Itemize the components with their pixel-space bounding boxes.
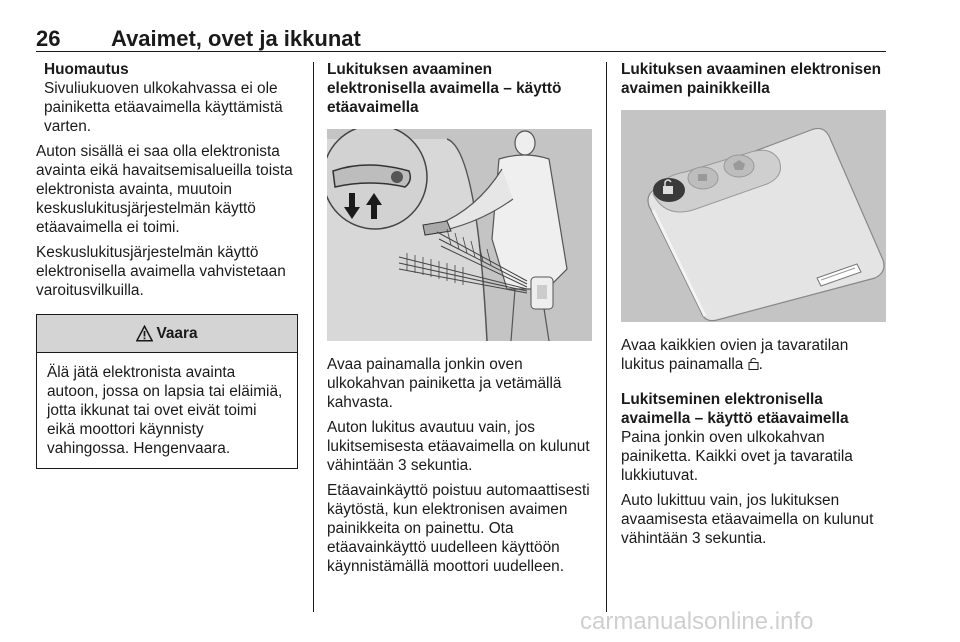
section-heading: Lukituksen avaaminen elektronisen avaimen painikkeilla	[621, 61, 882, 97]
warning-title: Vaara	[156, 325, 198, 342]
column-3	[621, 60, 889, 554]
electronic-key-illustration	[621, 110, 886, 322]
column-2	[327, 60, 592, 582]
paragraph: Etäavainkäyttö poistuu automaattisesti käytöstä, kun elektronisen avaimen painikkeita on painettu. Ota etäavainkäyttö uudelleen käyttöön käynnistämällä moottori uudelleen.	[327, 482, 590, 575]
page-title: Avaimet, ovet ja ikkunat	[111, 26, 361, 51]
column-divider-2	[606, 62, 607, 612]
warning-text: Älä jätä elektronista avainta autoon, jossa on lapsia tai eläimiä, jotta ikkunat tai ovet eivät toimi eikä moottori käynnisty vahingossa. Hengenvaara.	[47, 364, 283, 457]
paragraph: Auton lukitus avautuu vain, jos lukitsemisesta etäavaimella on kulunut vähintään 3 sekuntia.	[327, 419, 590, 474]
note-title: Huomautus	[44, 61, 129, 78]
page-number: 26	[36, 26, 61, 51]
unlock-symbol-icon	[748, 357, 759, 370]
warning-box	[36, 314, 298, 469]
paragraph: Keskuslukitusjärjestelmän käyttö elektronisella avaimella vahvistetaan varoitusvilkuilla.	[36, 244, 286, 299]
warning-triangle-icon	[136, 325, 153, 342]
paragraph: Paina jonkin oven ulkokahvan painiketta. Kaikki ovet ja tavaratila lukkiutuvat.	[621, 429, 853, 484]
paragraph: Avaa painamalla jonkin oven ulkokahvan painiketta ja vetämällä kahvasta.	[327, 356, 562, 411]
watermark[interactable]: carmanualsonline.info	[580, 608, 814, 635]
warning-header	[37, 315, 297, 353]
paragraph: Auton sisällä ei saa olla elektronista avainta eikä havaitsemisalueilla toista elektronista avainta, muutoin keskuslukitusjärjestelmän käyttö etäavaimella ei toimi.	[36, 143, 293, 236]
door-handle-illustration	[327, 129, 592, 341]
paragraph: Auto lukittuu vain, jos lukituksen avaamisesta etäavaimella on kulunut vähintään 3 sekuntia.	[621, 492, 874, 547]
column-divider-1	[313, 62, 314, 612]
section-heading: Lukituksen avaaminen elektronisella avaimella – käyttö etäavaimella	[327, 61, 562, 116]
column-1	[36, 60, 298, 469]
section-heading: Lukitseminen elektronisella avaimella – käyttö etäavaimella	[621, 391, 849, 427]
note-text: Sivuliukuoven ulkokahvassa ei ole painiketta etäavaimella käyttämistä varten.	[44, 80, 283, 135]
paragraph-end: .	[758, 356, 763, 373]
page-header	[36, 28, 886, 52]
paragraph	[621, 336, 889, 374]
paragraph-text: Avaa kaikkien ovien ja tavaratilan lukitus painamalla	[621, 337, 849, 373]
note-block	[36, 60, 298, 136]
